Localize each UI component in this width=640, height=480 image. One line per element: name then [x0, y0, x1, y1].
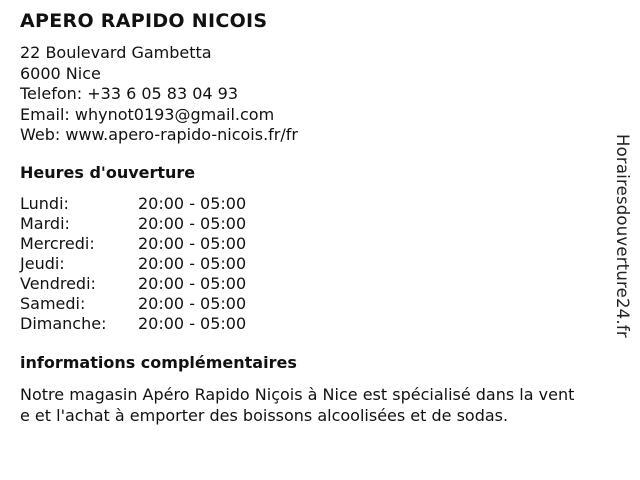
hours-time: 20:00 - 05:00 [138, 274, 247, 293]
hours-row-lundi [20, 194, 246, 214]
opening-hours-table [20, 194, 246, 334]
hours-time: 20:00 - 05:00 [138, 254, 247, 273]
hours-day: Samedi: [20, 294, 86, 313]
address-street: 22 Boulevard Gambetta [20, 43, 212, 62]
hours-time: 20:00 - 05:00 [138, 314, 247, 333]
info-line-2: e et l'achat à emporter des boissons alcoolisées et de sodas. [20, 406, 509, 425]
hours-time: 20:00 - 05:00 [138, 214, 247, 233]
hours-row-samedi [20, 294, 246, 314]
info-line-1: Notre magasin Apéro Rapido Niçois à Nice est spécialisé dans la vent [20, 385, 575, 404]
hours-row-mardi [20, 214, 246, 234]
hours-time: 20:00 - 05:00 [138, 194, 247, 213]
hours-row-jeudi [20, 254, 246, 274]
hours-day: Mardi: [20, 214, 70, 233]
hours-day: Dimanche: [20, 314, 107, 333]
hours-day: Vendredi: [20, 274, 96, 293]
email-address: Email: whynot0193@gmail.com [20, 104, 275, 124]
opening-hours-heading: Heures d'ouverture [20, 163, 196, 182]
hours-day: Mercredi: [20, 234, 95, 253]
site-watermark: Horairesdouverture24.fr [613, 134, 632, 338]
hours-time: 20:00 - 05:00 [138, 294, 247, 313]
address-city: 6000 Nice [20, 63, 101, 83]
phone-number: Telefon: +33 6 05 83 04 93 [20, 84, 239, 103]
hours-row-mercredi [20, 234, 246, 254]
additional-info-text [20, 384, 620, 426]
hours-row-dimanche [20, 314, 246, 334]
website-address: Web: www.apero-rapido-nicois.fr/fr [20, 125, 298, 144]
shop-name: APERO RAPIDO NICOIS [20, 10, 268, 32]
hours-day: Lundi: [20, 194, 69, 213]
hours-day: Jeudi: [20, 254, 65, 273]
hours-row-vendredi [20, 274, 246, 294]
hours-time: 20:00 - 05:00 [138, 234, 247, 253]
additional-info-heading: informations complémentaires [20, 353, 297, 372]
contact-block [20, 43, 298, 146]
